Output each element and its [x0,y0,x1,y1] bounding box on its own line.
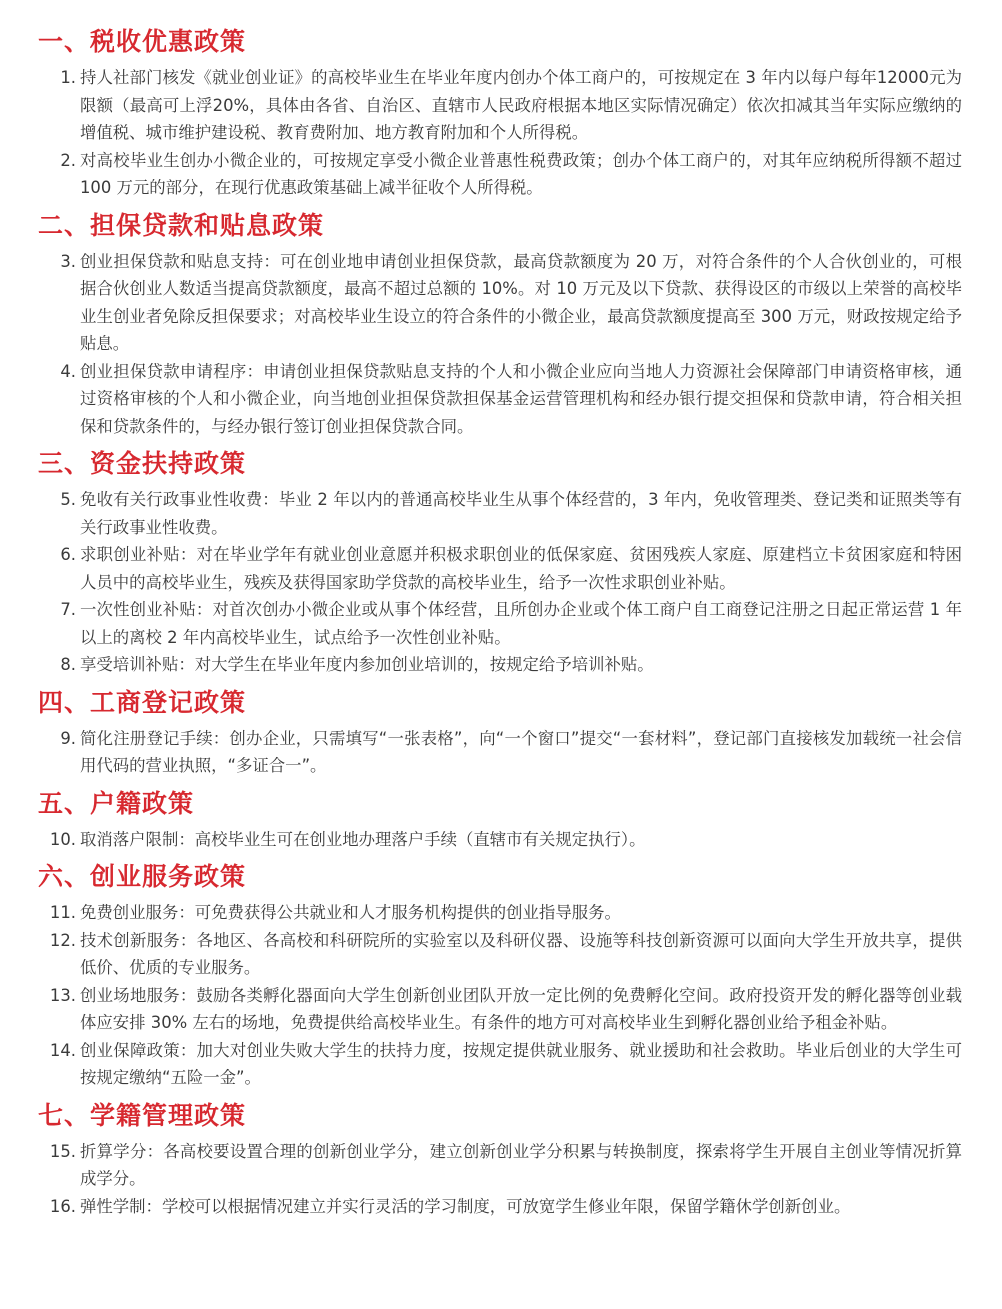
section-title: 七、学籍管理政策 [38,1100,247,1130]
item-text: 免收有关行政事业性收费：毕业 2 年以内的普通高校毕业生从事个体经营的，3 年内，免收管理类、登记类和证照类等有关行政事业性收费。 [80,490,962,537]
policy-item [38,927,962,982]
section-student-status [38,1100,962,1221]
item-text: 弹性学制：学校可以根据情况建立并实行灵活的学习制度，可放宽学生修业年限，保留学籍休学创新创业。 [80,1196,851,1216]
item-text: 创业担保贷款申请程序：申请创业担保贷款贴息支持的个人和小微企业应向当地人力资源社会保障部门申请资格审核，通过资格审核的个人和小微企业，向当地创业担保贷款担保基金运营管理机构和经办银行提交担保和贷款申请，符合相关担保和贷款条件的，与经办银行签订创业担保贷款合同。 [80,361,962,436]
item-text: 持人社部门核发《就业创业证》的高校毕业生在毕业年度内创办个体工商户的，可按规定在 3 年内以每户每年12000元为限额（最高可上浮20%，具体由各省、自治区、直辖市人民政府根据本地区实际情况确定）依次扣减其当年实际应缴纳的增值税、城市维护建设税、教育费附加、地方教育附加和个人所得税。 [80,68,962,142]
section-funding [38,448,962,679]
section-items [38,899,962,1092]
section-items [38,725,962,780]
section-loan [38,210,962,441]
section-title: 一、税收优惠政策 [38,27,247,56]
policy-item [38,596,962,651]
section-items [38,486,962,679]
item-number: 1. [60,68,76,87]
item-number: 9. [60,728,76,748]
policy-item [38,1138,962,1193]
policy-item [38,826,962,854]
item-number: 8. [60,655,76,674]
item-number: 6. [60,545,76,564]
policy-item [38,358,962,441]
section-household [38,788,962,854]
policy-item [38,1037,962,1092]
section-title: 二、担保贷款和贴息政策 [38,210,325,240]
section-tax [38,26,962,202]
item-text: 折算学分：各高校要设置合理的创新创业学分，建立创新创业学分积累与转换制度，探索将学生开展自主创业等情况折算成学分。 [80,1141,962,1188]
section-title: 五、户籍政策 [38,788,195,818]
item-number: 15. [49,1141,76,1161]
item-number: 14. [49,1040,76,1060]
section-title: 四、工商登记政策 [38,687,247,717]
policy-item [38,982,962,1037]
policy-item [38,248,962,358]
section-items [38,826,962,854]
item-text: 简化注册登记手续：创办企业，只需填写“一张表格”，向“一个窗口”提交“一套材料”，登记部门直接核发加载统一社会信用代码的营业执照，“多证合一”。 [80,728,962,775]
item-text: 创业场地服务：鼓励各类孵化器面向大学生创新创业团队开放一定比例的免费孵化空间。政府投资开发的孵化器等创业载体应安排 30% 左右的场地，免费提供给高校毕业生。有条件的地方可对高校毕业生到孵化器创业给予租金补贴。 [80,985,962,1032]
item-number: 13. [49,985,76,1005]
policy-item [38,541,962,596]
item-number: 5. [60,490,76,509]
section-title: 三、资金扶持政策 [38,449,247,478]
section-items [38,64,962,202]
policy-item [38,147,962,202]
item-text: 享受培训补贴：对大学生在毕业年度内参加创业培训的，按规定给予培训补贴。 [80,655,654,674]
item-number: 4. [60,361,76,381]
item-text: 技术创新服务：各地区、各高校和科研院所的实验室以及科研仪器、设施等科技创新资源可以面向大学生开放共享，提供低价、优质的专业服务。 [80,930,962,977]
section-items [38,1138,962,1221]
item-number: 12. [49,930,76,950]
item-number: 11. [49,903,76,922]
item-number: 10. [49,829,76,849]
item-text: 对高校毕业生创办小微企业的，可按规定享受小微企业普惠性税费政策；创办个体工商户的，对其年应纳税所得额不超过 100 万元的部分，在现行优惠政策基础上减半征收个人所得税。 [80,150,962,197]
item-text: 一次性创业补贴：对首次创办小微企业或从事个体经营，且所创办企业或个体工商户自工商登记注册之日起正常运营 1 年以上的离校 2 年内高校毕业生，试点给予一次性创业补贴。 [80,600,962,647]
item-text: 取消落户限制：高校毕业生可在创业地办理落户手续（直辖市有关规定执行）。 [80,829,646,849]
item-number: 2. [60,150,76,170]
policy-item [38,64,962,147]
section-startup-services [38,861,962,1092]
item-text: 创业保障政策：加大对创业失败大学生的扶持力度，按规定提供就业服务、就业援助和社会救助。毕业后创业的大学生可按规定缴纳“五险一金”。 [80,1040,962,1087]
section-title: 六、创业服务政策 [38,862,247,891]
policy-item [38,899,962,927]
item-number: 7. [60,600,76,619]
section-items [38,248,962,441]
policy-item [38,651,962,679]
item-number: 16. [49,1196,76,1216]
policy-item [38,725,962,780]
section-business-registration [38,687,962,780]
item-text: 创业担保贷款和贴息支持：可在创业地申请创业担保贷款，最高贷款额度为 20 万，对符合条件的个人合伙创业的，可根据合伙创业人数适当提高贷款额度，最高不超过总额的 10%。对 10 万元及以下贷款、获得设区的市级以上荣誉的高校毕业生创业者免除反担保要求；对高校毕业生设立的符合条件的小微企业，最高贷款额度提高至 300 万元，财政按规定给予贴息。 [80,251,962,353]
policy-item [38,1193,962,1221]
item-text: 免费创业服务：可免费获得公共就业和人才服务机构提供的创业指导服务。 [80,903,621,922]
item-text: 求职创业补贴：对在毕业学年有就业创业意愿并积极求职创业的低保家庭、贫困残疾人家庭、原建档立卡贫困家庭和特困人员中的高校毕业生，残疾及获得国家助学贷款的高校毕业生，给予一次性求职创业补贴。 [80,545,962,592]
policy-item [38,486,962,541]
item-number: 3. [60,251,76,271]
